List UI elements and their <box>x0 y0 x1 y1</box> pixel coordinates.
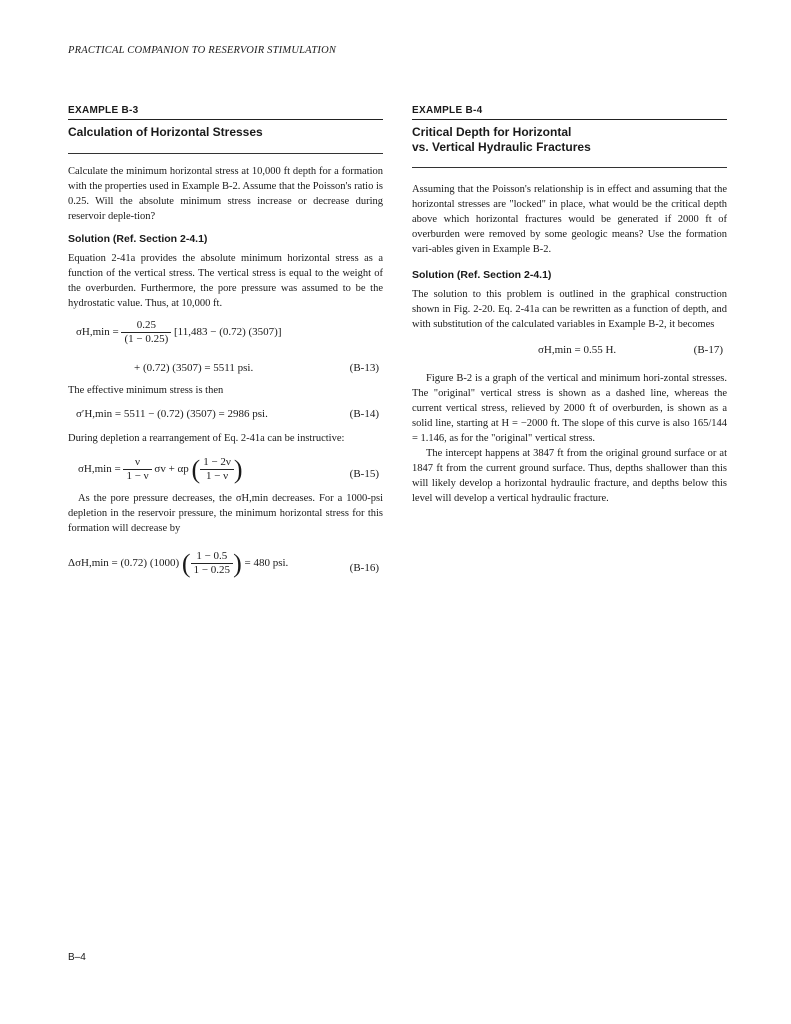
equation-b17-text: σH,min = 0.55 H. <box>538 344 617 356</box>
example-b3-title: Calculation of Horizontal Stresses <box>68 125 263 139</box>
running-head: PRACTICAL COMPANION TO RESERVOIR STIMULATION <box>68 45 337 56</box>
example-b3-solution-heading: Solution (Ref. Section 2-4.1) <box>68 233 208 245</box>
example-b4-solution-heading: Solution (Ref. Section 2-4.1) <box>412 269 552 281</box>
equation-b15-middle: σv + αp <box>154 463 189 476</box>
example-b3-top-rule <box>68 119 383 120</box>
equation-b14-number: (B-14) <box>349 408 379 420</box>
example-b3-solution-paragraph: Equation 2-41a provides the absolute minimum horizontal stress as a function of the vertical stress. The vertical stress is equal to the weight of the overburden. Furthermore, the pore pressure was assumed to be the hydrostatic value. Thus, at 10,000 ft. <box>68 253 383 309</box>
equation-sigma-hmin-bracket: [11,483 − (0.72) (3507)] <box>173 326 282 339</box>
equation-sigma-hmin-fraction <box>121 319 171 346</box>
fraction-denominator: (1 − 0.25) <box>121 332 171 346</box>
equation-b15-number: (B-15) <box>349 468 379 480</box>
fraction-numerator: 1 − 2ν <box>203 456 231 468</box>
right-paren-glyph: ) <box>233 548 242 578</box>
example-b3-label: EXAMPLE B-3 <box>68 105 139 116</box>
equation-b16-rhs: = 480 psi. <box>244 557 289 570</box>
effective-stress-text: The effective minimum stress is then <box>68 385 224 396</box>
example-b4-paragraph-3: The intercept happens at 3847 ft from the original ground surface or at 1847 ft from the current ground surface. Thus, depths shallower than this will likely develop a horizontal hydraulic fracture, and depths below this level will develop a vertical hydraulic fracture. <box>412 448 727 504</box>
example-b4-title-rule <box>412 167 727 168</box>
example-b4-solution-paragraph: The solution to this problem is outlined in the graphical construction shown in Fig. 2-20. Eq. 2-41a can be rewritten as a function of depth, and with substitution of the calculated variables in Example B-2, it becomes <box>412 289 727 330</box>
equation-b16-lhs: ΔσH,min = (0.72) (1000) <box>68 557 180 570</box>
equation-sigma-hmin-lhs: σH,min = <box>76 326 119 339</box>
depletion-text: During depletion a rearrangement of Eq. 2-41a can be instructive: <box>68 433 345 444</box>
example-b4-problem: Assuming that the Poisson's relationship is in effect and assuming that the horizontal stresses are "locked" in place, what would be the critical depth above which horizontal fractures would be generated if 2000 ft of overburden were removed by some geologic means? Use the formation vari-ables given in Example B-2. <box>412 184 727 255</box>
pore-pressure-text: As the pore pressure decreases, the σH,min decreases. For a 1000-psi depletion in the reservoir pressure, the minimum horizontal stress for this formation will decrease by <box>68 493 383 534</box>
equation-b15-fraction-1 <box>123 456 151 483</box>
left-paren-glyph: ( <box>181 548 191 578</box>
fraction-numerator: 0.25 <box>136 319 156 331</box>
equation-b16 <box>68 550 383 577</box>
fraction-denominator: 1 − ν <box>123 469 151 483</box>
equation-b15-fraction-2 <box>200 456 234 483</box>
fraction-numerator: ν <box>135 456 141 468</box>
page-number: B–4 <box>68 952 86 963</box>
equation-sigma-hmin <box>68 319 383 346</box>
fraction-denominator: 1 − ν <box>200 469 234 483</box>
equation-b13 <box>68 362 383 375</box>
left-paren-glyph: ( <box>191 454 201 484</box>
example-b3-problem: Calculate the minimum horizontal stress at 10,000 ft depth for a formation with the properties used in Example B-2. Assume that the Poisson's ratio is 0.25. Will the absolute minimum stress increase or decrease during reservoir deple-tion? <box>68 166 383 222</box>
equation-b14-text: σ′H,min = 5511 − (0.72) (3507) = 2986 psi. <box>76 408 268 420</box>
equation-b13-number: (B-13) <box>349 362 379 374</box>
example-b4-label: EXAMPLE B-4 <box>412 105 483 116</box>
example-b3-title-rule <box>68 153 383 154</box>
example-b4-column <box>412 105 727 506</box>
equation-b14 <box>68 408 383 421</box>
equation-b15 <box>68 456 383 483</box>
example-b4-title-line-2: vs. Vertical Hydraulic Fractures <box>412 140 591 154</box>
equation-b16-number: (B-16) <box>349 562 379 574</box>
fraction-numerator: 1 − 0.5 <box>196 550 228 562</box>
equation-b13-text: + (0.72) (3507) = 5511 psi. <box>134 362 254 374</box>
right-paren-glyph: ) <box>233 454 243 484</box>
example-b3-column <box>68 105 383 577</box>
example-b4-paragraph-2: Figure B-2 is a graph of the vertical and minimum hori-zontal stresses. The "original" vertical stress is shown as a dashed line, whereas the current vertical stress, relieved by 2000 ft of overburden, is shown as a solid line, starting at H = −2000 ft. The slope of this curve is also 165/144 = 1.146, as for the "original" vertical stress. <box>412 373 727 444</box>
fraction-denominator: 1 − 0.25 <box>191 563 233 577</box>
equation-b15-lhs: σH,min = <box>78 463 121 476</box>
example-b4-title-line-1: Critical Depth for Horizontal <box>412 125 572 139</box>
equation-b17 <box>412 344 727 357</box>
equation-b16-fraction <box>191 550 233 577</box>
equation-b17-number: (B-17) <box>693 344 723 356</box>
example-b4-top-rule <box>412 119 727 120</box>
